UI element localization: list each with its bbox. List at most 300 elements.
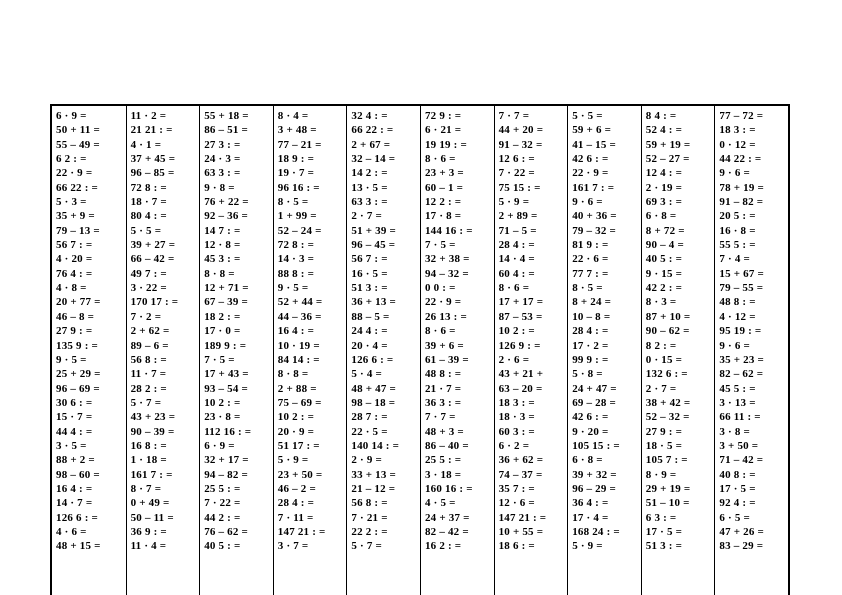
problem-cell: 17 · 4 = (572, 511, 609, 524)
problem-cell: 66 22 : = (56, 181, 98, 194)
problem-cell: 56 7 : = (56, 239, 93, 252)
problem-cell: 92 – 36 = (204, 210, 249, 223)
problem-cell: 59 + 6 = (572, 124, 612, 137)
problem-cell: 79 – 13 = (56, 224, 100, 237)
problem-cell: 1 · 18 = (130, 454, 167, 467)
problem-cell: 40 8 : = (719, 468, 756, 481)
problem-cell: 79 – 32 = (572, 224, 617, 237)
problem-cell: 30 6 : = (56, 396, 93, 409)
problem-cell: 79 – 55 = (719, 282, 764, 295)
problem-cell: 17 · 5 = (719, 482, 756, 495)
problem-cell: 96 – 85 = (130, 167, 175, 180)
problem-cell: 51 17 : = (277, 439, 320, 452)
problem-cell: 71 – 5 = (498, 224, 537, 237)
problem-cell: 35 + 23 = (719, 353, 764, 366)
problem-cell: 5 · 9 = (572, 540, 603, 553)
problem-cell: 45 3 : = (204, 253, 241, 266)
problem-cell: 147 21 : = (277, 525, 326, 538)
problem-cell: 126 9 : = (498, 339, 541, 352)
problem-cell: 48 8 : = (424, 368, 462, 381)
problem-cell: 36 3 : = (424, 396, 462, 409)
problem-cell: 51 – 10 = (645, 497, 690, 510)
problem-cell: 21 – 12 = (351, 482, 396, 495)
problem-cell: 10 2 : = (277, 411, 315, 424)
worksheet-column-7 (494, 106, 568, 595)
worksheet-column-2 (126, 106, 200, 595)
problem-cell: 23 · 8 = (204, 411, 241, 424)
problem-cell: 28 4 : = (277, 497, 315, 510)
problem-cell: 96 – 29 = (572, 482, 617, 495)
problem-cell: 147 21 : = (498, 511, 547, 524)
problem-cell: 10 – 8 = (572, 310, 611, 323)
problem-cell: 69 3 : = (645, 196, 683, 209)
problem-cell: 9 · 6 = (719, 339, 750, 352)
problem-cell: 67 – 39 = (204, 296, 249, 309)
problem-cell: 27 3 : = (204, 138, 241, 151)
worksheet-column-6 (420, 106, 494, 595)
problem-cell: 39 + 27 = (130, 239, 176, 252)
problem-cell: 16 · 5 = (351, 267, 388, 280)
problem-cell: 20 + 77 = (56, 296, 101, 309)
problem-cell: 4 · 8 = (56, 282, 87, 295)
problem-cell: 22 · 9 = (424, 296, 462, 309)
problem-cell: 21 · 7 = (424, 382, 462, 395)
problem-cell: 55 5 : = (719, 239, 756, 252)
problem-cell: 16 · 8 = (719, 224, 756, 237)
problem-cell: 98 – 18 = (351, 396, 396, 409)
problem-cell: 77 – 21 = (277, 138, 322, 151)
problem-cell: 48 8 : = (719, 296, 756, 309)
problem-cell: 0 0 : = (424, 282, 456, 295)
problem-cell: 4 · 20 = (56, 253, 93, 266)
problem-cell: 9 · 5 = (56, 353, 87, 366)
problem-cell: 160 16 : = (424, 482, 473, 495)
problem-cell: 50 – 11 = (130, 511, 174, 524)
problem-cell: 55 + 18 = (204, 110, 249, 122)
problem-cell: 63 3 : = (351, 196, 388, 209)
problem-cell: 5 · 5 = (130, 224, 162, 237)
problem-cell: 24 + 47 = (572, 382, 617, 395)
problem-cell: 126 6 : = (351, 353, 394, 366)
problem-cell: 95 19 : = (719, 325, 762, 338)
problem-cell: 33 + 13 = (351, 468, 396, 481)
problem-cell: 12 · 6 = (498, 497, 535, 510)
problem-cell: 14 · 3 = (277, 253, 315, 266)
problem-cell: 3 · 18 = (424, 468, 462, 481)
problem-cell: 3 + 50 = (719, 439, 759, 452)
problem-cell: 75 15 : = (498, 181, 541, 194)
problem-cell: 7 · 2 = (130, 310, 162, 323)
problem-cell: 36 + 13 = (351, 296, 396, 309)
problem-cell: 52 – 27 = (645, 153, 690, 166)
problem-cell: 87 + 10 = (645, 310, 691, 323)
problem-cell: 12 + 71 = (204, 282, 249, 295)
problem-cell: 23 + 50 = (277, 468, 323, 481)
problem-cell: 42 6 : = (572, 153, 609, 166)
problem-cell: 6 · 9 = (56, 110, 87, 122)
problem-cell: 8 + 72 = (645, 224, 685, 237)
problem-cell: 96 – 69 = (56, 382, 100, 395)
problem-cell: 16 2 : = (424, 540, 462, 553)
problem-cell: 56 8 : = (130, 353, 167, 366)
problem-cell: 52 – 32 = (645, 411, 690, 424)
problem-cell: 126 6 : = (56, 511, 98, 524)
problem-cell: 18 · 3 = (498, 411, 535, 424)
problem-cell: 32 + 17 = (204, 454, 249, 467)
problem-cell: 86 – 51 = (204, 124, 249, 137)
problem-cell: 66 – 42 = (130, 253, 175, 266)
problem-cell: 161 7 : = (572, 181, 615, 194)
problem-cell: 8 4 : = (645, 110, 677, 122)
problem-cell: 25 5 : = (204, 482, 241, 495)
problem-cell: 76 – 62 = (204, 525, 249, 538)
problem-cell: 18 · 7 = (130, 196, 167, 209)
problem-cell: 22 · 9 = (572, 167, 609, 180)
problem-cell: 56 7 : = (351, 253, 388, 266)
problem-cell: 21 21 : = (130, 124, 173, 137)
worksheet-column-9 (641, 106, 715, 595)
problem-cell: 0 + 49 = (130, 497, 170, 510)
problem-cell: 77 – 72 = (719, 110, 764, 122)
problem-cell: 19 · 7 = (277, 167, 315, 180)
problem-cell: 8 · 6 = (498, 282, 530, 295)
problem-cell: 9 · 6 = (572, 196, 603, 209)
problem-cell: 7 · 5 = (204, 353, 235, 366)
problem-cell: 9 · 6 = (719, 167, 750, 180)
problem-cell: 135 9 : = (56, 339, 98, 352)
problem-cell: 40 5 : = (204, 540, 241, 553)
problem-cell: 3 · 7 = (277, 540, 309, 553)
problem-cell: 24 + 37 = (424, 511, 470, 524)
problem-cell: 22 · 9 = (56, 167, 93, 180)
problem-cell: 96 16 : = (277, 181, 320, 194)
problem-cell: 22 2 : = (351, 525, 388, 538)
problem-cell: 3 · 13 = (719, 396, 756, 409)
problem-cell: 72 8 : = (130, 181, 167, 194)
problem-cell: 7 · 7 = (498, 110, 530, 122)
problem-cell: 14 7 : = (204, 224, 241, 237)
problem-cell: 14 · 7 = (56, 497, 93, 510)
problem-cell: 2 · 7 = (351, 210, 382, 223)
problem-cell: 8 · 3 = (645, 296, 677, 309)
problem-cell: 91 – 82 = (719, 196, 764, 209)
problem-cell: 24 · 3 = (204, 153, 241, 166)
problem-cell: 16 4 : = (277, 325, 315, 338)
problem-cell: 3 · 22 = (130, 282, 167, 295)
problem-cell: 51 + 39 = (351, 224, 396, 237)
problem-cell: 170 17 : = (130, 296, 179, 309)
problem-cell: 9 · 8 = (204, 181, 235, 194)
problem-cell: 88 8 : = (277, 267, 315, 280)
problem-cell: 2 · 7 = (645, 382, 677, 395)
problem-cell: 46 – 8 = (56, 310, 95, 323)
problem-cell: 52 – 24 = (277, 224, 322, 237)
problem-cell: 8 · 8 = (277, 368, 309, 381)
problem-cell: 99 9 : = (572, 353, 609, 366)
problem-cell: 47 + 26 = (719, 525, 764, 538)
problem-cell: 2 · 9 = (351, 454, 382, 467)
problem-cell: 5 · 8 = (572, 368, 603, 381)
problem-cell: 22 · 6 = (572, 253, 609, 266)
problem-cell: 52 + 44 = (277, 296, 323, 309)
problem-cell: 81 9 : = (572, 239, 609, 252)
problem-cell: 8 · 8 = (204, 267, 235, 280)
problem-cell: 144 16 : = (424, 224, 473, 237)
problem-cell: 86 – 40 = (424, 439, 469, 452)
problem-cell: 24 4 : = (351, 325, 388, 338)
problem-cell: 83 – 29 = (719, 540, 764, 553)
problem-cell: 36 9 : = (130, 525, 167, 538)
problem-cell: 4 · 6 = (56, 525, 87, 538)
problem-cell: 8 · 7 = (130, 482, 162, 495)
problem-cell: 5 · 7 = (130, 396, 162, 409)
problem-cell: 189 9 : = (204, 339, 247, 352)
problem-cell: 98 – 60 = (56, 468, 100, 481)
problem-cell: 90 – 39 = (130, 425, 175, 438)
problem-cell: 44 22 : = (719, 153, 762, 166)
problem-cell: 5 · 5 = (572, 110, 603, 122)
problem-cell: 9 · 20 = (572, 425, 609, 438)
problem-cell: 8 · 5 = (277, 196, 309, 209)
problem-cell: 40 + 36 = (572, 210, 617, 223)
problem-cell: 140 14 : = (351, 439, 400, 452)
problem-cell: 43 + 23 = (130, 411, 176, 424)
problem-cell: 55 – 49 = (56, 138, 100, 151)
problem-cell: 12 2 : = (424, 196, 462, 209)
problem-cell: 5 · 9 = (498, 196, 530, 209)
problem-cell: 61 – 39 = (424, 353, 469, 366)
problem-cell: 76 4 : = (56, 267, 93, 280)
problem-cell: 63 – 20 = (498, 382, 543, 395)
problem-cell: 17 · 5 = (645, 525, 683, 538)
problem-cell: 76 + 22 = (204, 196, 249, 209)
problem-cell: 2 + 89 = (498, 210, 538, 223)
problem-cell: 10 + 55 = (498, 525, 544, 538)
problem-cell: 11 · 7 = (130, 368, 167, 381)
problem-cell: 8 · 6 = (424, 325, 456, 338)
problem-cell: 49 7 : = (130, 267, 167, 280)
problem-cell: 18 3 : = (719, 124, 756, 137)
problem-cell: 15 + 67 = (719, 267, 764, 280)
problem-cell: 1 + 99 = (277, 210, 317, 223)
problem-cell: 7 · 4 = (719, 253, 750, 266)
problem-cell: 13 · 5 = (351, 181, 388, 194)
problem-cell: 69 – 28 = (572, 396, 617, 409)
problem-cell: 32 – 14 = (351, 153, 396, 166)
problem-cell: 22 · 5 = (351, 425, 388, 438)
problem-cell: 16 4 : = (56, 482, 93, 495)
problem-cell: 82 – 62 = (719, 368, 764, 381)
problem-cell: 71 – 42 = (719, 454, 764, 467)
problem-cell: 9 · 5 = (277, 282, 309, 295)
problem-cell: 8 · 4 = (277, 110, 309, 122)
problem-cell: 6 · 8 = (572, 454, 603, 467)
problem-cell: 90 – 4 = (645, 239, 684, 252)
problem-cell: 60 – 1 = (424, 181, 464, 194)
problem-cell: 94 – 32 = (424, 267, 469, 280)
problem-cell: 4 · 12 = (719, 310, 756, 323)
problem-cell: 87 – 53 = (498, 310, 543, 323)
problem-cell: 7 · 22 = (498, 167, 535, 180)
problem-cell: 17 + 17 = (498, 296, 544, 309)
problem-cell: 36 + 62 = (498, 454, 544, 467)
problem-cell: 52 4 : = (645, 124, 683, 137)
problem-cell: 38 + 42 = (645, 396, 691, 409)
problem-cell: 168 24 : = (572, 525, 620, 538)
problem-cell: 44 – 36 = (277, 310, 322, 323)
problem-cell: 17 · 8 = (424, 210, 462, 223)
problem-cell: 3 · 8 = (719, 425, 750, 438)
problem-cell: 5 · 7 = (351, 540, 382, 553)
problem-cell: 48 + 47 = (351, 382, 396, 395)
problem-cell: 161 7 : = (130, 468, 173, 481)
problem-cell: 5 · 3 = (56, 196, 87, 209)
problem-cell: 51 3 : = (645, 540, 683, 553)
problem-cell: 0 · 12 = (719, 138, 756, 151)
problem-cell: 18 9 : = (277, 153, 315, 166)
problem-cell: 12 4 : = (645, 167, 683, 180)
worksheet-column-10 (714, 106, 788, 595)
problem-cell: 4 · 1 = (130, 138, 162, 151)
worksheet-column-5 (346, 106, 420, 595)
problem-cell: 23 + 3 = (424, 167, 464, 180)
worksheet-table (50, 104, 790, 595)
problem-cell: 10 · 19 = (277, 339, 320, 352)
problem-cell: 48 + 3 = (424, 425, 464, 438)
problem-cell: 15 · 7 = (56, 411, 93, 424)
worksheet-column-3 (199, 106, 273, 595)
problem-cell: 26 13 : = (424, 310, 467, 323)
problem-cell: 132 6 : = (645, 368, 688, 381)
problem-cell: 14 · 4 = (498, 253, 535, 266)
problem-cell: 88 + 2 = (56, 454, 95, 467)
problem-cell: 60 3 : = (498, 425, 535, 438)
problem-cell: 27 9 : = (56, 325, 93, 338)
problem-cell: 20 · 9 = (277, 425, 315, 438)
problem-cell: 0 · 15 = (645, 353, 683, 366)
problem-cell: 89 – 6 = (130, 339, 169, 352)
problem-cell: 72 8 : = (277, 239, 315, 252)
problem-cell: 18 6 : = (498, 540, 535, 553)
problem-cell: 90 – 62 = (645, 325, 690, 338)
problem-cell: 6 · 21 = (424, 124, 462, 137)
problem-cell: 112 16 : = (204, 425, 252, 438)
problem-cell: 77 7 : = (572, 267, 609, 280)
problem-cell: 7 · 21 = (351, 511, 388, 524)
problem-cell: 28 4 : = (498, 239, 535, 252)
problem-cell: 60 4 : = (498, 267, 535, 280)
problem-cell: 8 · 6 = (424, 153, 456, 166)
problem-cell: 66 22 : = (351, 124, 394, 137)
problem-cell: 3 · 5 = (56, 439, 87, 452)
problem-cell: 18 2 : = (204, 310, 241, 323)
problem-cell: 32 4 : = (351, 110, 388, 122)
problem-cell: 44 4 : = (56, 425, 93, 438)
problem-cell: 8 · 5 = (572, 282, 603, 295)
problem-cell: 7 · 5 = (424, 239, 456, 252)
problem-cell: 6 3 : = (645, 511, 677, 524)
problem-cell: 93 – 54 = (204, 382, 249, 395)
problem-cell: 9 · 15 = (645, 267, 683, 280)
problem-cell: 7 · 7 = (424, 411, 456, 424)
problem-cell: 36 4 : = (572, 497, 609, 510)
problem-cell: 59 + 19 = (645, 138, 691, 151)
problem-cell: 2 + 88 = (277, 382, 317, 395)
problem-cell: 16 8 : = (130, 439, 167, 452)
problem-cell: 105 7 : = (645, 454, 688, 467)
problem-cell: 35 + 9 = (56, 210, 95, 223)
problem-cell: 10 2 : = (498, 325, 535, 338)
problem-cell: 51 3 : = (351, 282, 388, 295)
problem-cell: 20 · 4 = (351, 339, 388, 352)
problem-cell: 8 + 24 = (572, 296, 612, 309)
worksheet-column-4 (273, 106, 347, 595)
problem-cell: 5 · 4 = (351, 368, 382, 381)
problem-cell: 56 8 : = (351, 497, 388, 510)
problem-cell: 14 2 : = (351, 167, 388, 180)
problem-cell: 48 + 15 = (56, 540, 101, 553)
problem-cell: 11 · 2 = (130, 110, 167, 122)
problem-cell: 44 + 20 = (498, 124, 544, 137)
problem-cell: 6 · 5 = (719, 511, 750, 524)
problem-cell: 92 4 : = (719, 497, 756, 510)
problem-cell: 6 · 2 = (498, 439, 530, 452)
problem-cell: 17 · 0 = (204, 325, 241, 338)
problem-cell: 75 – 69 = (277, 396, 322, 409)
problem-cell: 42 6 : = (572, 411, 609, 424)
problem-cell: 18 · 5 = (645, 439, 683, 452)
problem-cell: 37 + 45 = (130, 153, 176, 166)
problem-cell: 12 · 8 = (204, 239, 241, 252)
problem-cell: 28 7 : = (351, 411, 388, 424)
problem-cell: 80 4 : = (130, 210, 167, 223)
problem-cell: 46 – 2 = (277, 482, 316, 495)
problem-cell: 17 + 43 = (204, 368, 249, 381)
worksheet-column-1 (52, 106, 126, 595)
problem-cell: 8 · 9 = (645, 468, 677, 481)
problem-cell: 96 – 45 = (351, 239, 396, 252)
problem-cell: 2 · 19 = (645, 181, 683, 194)
problem-cell: 78 + 19 = (719, 181, 764, 194)
problem-cell: 39 + 6 = (424, 339, 464, 352)
problem-cell: 2 + 67 = (351, 138, 391, 151)
problem-cell: 94 – 82 = (204, 468, 249, 481)
problem-cell: 27 9 : = (645, 425, 683, 438)
problem-cell: 25 5 : = (424, 454, 462, 467)
problem-cell: 3 + 48 = (277, 124, 317, 137)
problem-cell: 41 – 15 = (572, 138, 617, 151)
problem-cell: 2 · 6 = (498, 353, 530, 366)
problem-cell: 82 – 42 = (424, 525, 469, 538)
problem-cell: 6 · 8 = (645, 210, 677, 223)
problem-cell: 84 14 : = (277, 353, 320, 366)
problem-cell: 72 9 : = (424, 110, 462, 122)
problem-cell: 74 – 37 = (498, 468, 543, 481)
problem-cell: 19 19 : = (424, 138, 467, 151)
problem-cell: 28 4 : = (572, 325, 609, 338)
problem-cell: 17 · 2 = (572, 339, 609, 352)
problem-cell: 50 + 11 = (56, 124, 100, 137)
problem-cell: 44 2 : = (204, 511, 241, 524)
problem-cell: 28 2 : = (130, 382, 167, 395)
problem-cell: 11 · 4 = (130, 540, 167, 553)
problem-cell: 43 + 21 + (498, 368, 544, 381)
problem-cell: 12 6 : = (498, 153, 535, 166)
problem-cell: 45 5 : = (719, 382, 756, 395)
problem-cell: 18 3 : = (498, 396, 535, 409)
problem-cell: 6 · 9 = (204, 439, 235, 452)
problem-cell: 40 5 : = (645, 253, 683, 266)
